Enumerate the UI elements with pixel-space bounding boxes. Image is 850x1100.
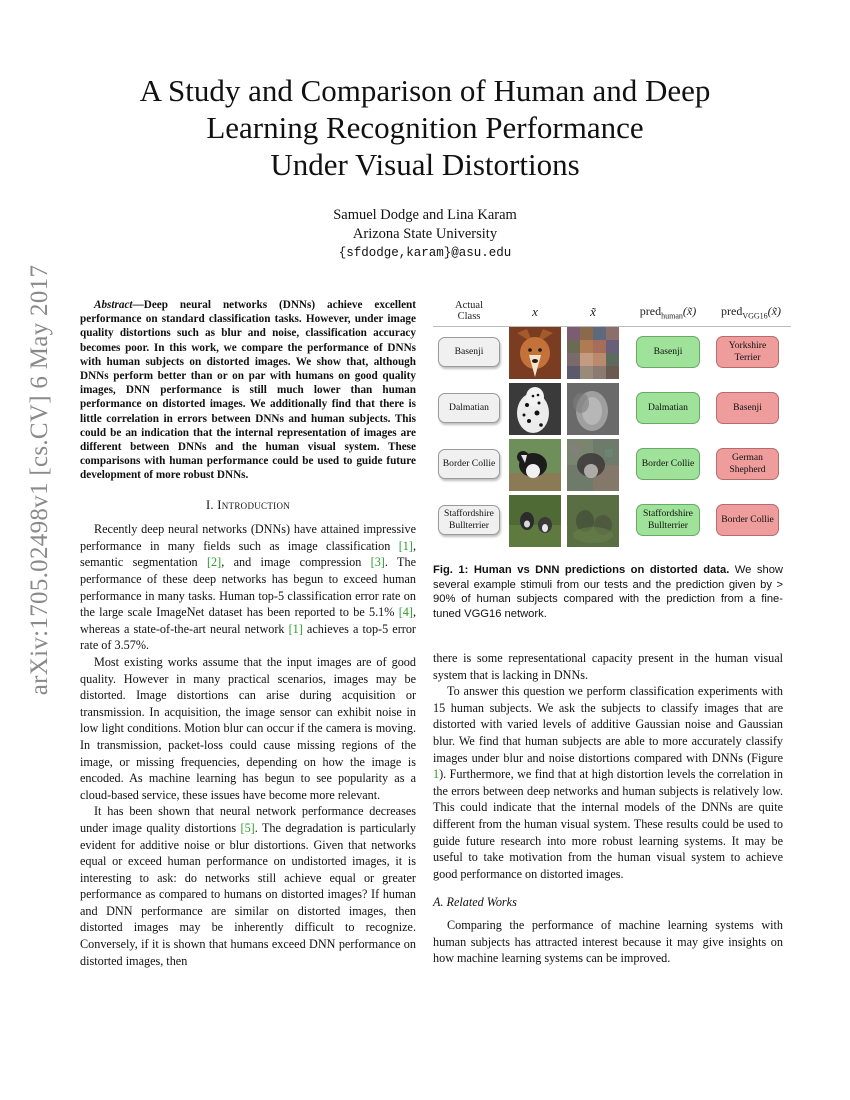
figure-1 [433, 298, 793, 560]
figure-ref-link[interactable]: 1 [433, 767, 440, 782]
intro-paragraph-3 [80, 803, 416, 969]
right-paragraph-1: there is some representational capacity present in the human visual system that is lacking in DNNs. [433, 651, 783, 682]
intro-paragraph-2: Most existing works assume that the input images are of good quality. However in many practical scenarios, images may be distorted. Image distortions can arise during acquisition or transmission. In acquisition, the image sensor can exhibit noise in low light conditions. Motion blur can occur if the camera is moving. In transmission, packet-loss could cause missing regions of the image, or missing frequencies, depending on how the image is encoded. As machine learning has begun to see popularity as a cloud-based service, these issues have become more relevant. [80, 654, 416, 802]
caption-label: Fig. 1: Human vs DNN predictions on distorted data. [433, 564, 730, 576]
citation-link[interactable]: [4] [398, 605, 413, 620]
header-text: pred [721, 304, 743, 318]
abstract-text: —Deep neural networks (DNNs) achieve excellent performance on standard classification tasks. However, under image quality distortions such as blur and noise, classification accuracy becomes poor. In this work, we compare the performance of DNNs with human subjects on distorted images. We show that, although DNNs perform better than or on par with humans on good quality images, DNN performance is still much lower than human performance on distorted images. We additionally find that there is little correlation in errors between DNNs and human subjects. This could be an indication that the internal representation of images are different between DNNs and the human visual system. These comparisons with human performance could be used to guide future development of more robust DNNs. [80, 299, 416, 482]
clean-image [509, 383, 561, 435]
clean-image [509, 495, 561, 547]
human-prediction-pill: Dalmatian [636, 392, 700, 424]
text-span: . The degradation is particularly evident for additive noise or blur distortions. Given that networks equal or exceed human performance on undistorted images, it is interesting to ask: do networks still achieve equal or greater performance as compared to humans on distorted images? If human and DNN performance are similar on distorted images, then distorted images may be inherently difficult to recognize. Conversely, if it is shown that humans exceed DNN performance on distorted images, then [80, 820, 417, 968]
caption-text: We show several example stimuli from our tests and the prediction given by > 90% of human subjects compared with the prediction from a fine-tuned VGG16 network. [433, 564, 783, 620]
distorted-image [567, 327, 619, 379]
author-block [0, 206, 850, 263]
human-prediction-pill: Basenji [636, 336, 700, 368]
header-x: x [532, 304, 538, 319]
arxiv-id: arXiv:1705.02498v1 [cs.CV] 6 May 2017 [26, 264, 53, 696]
clean-image [509, 327, 561, 379]
vgg-prediction-pill: German Shepherd [716, 448, 779, 480]
citation-link[interactable]: [1] [288, 621, 303, 636]
text-span: achieves a top-5 error rate of 3.57%. [80, 621, 416, 653]
actual-class-pill: Dalmatian [438, 393, 500, 423]
text-span: Recently deep neural networks (DNNs) have attained impressive performance in many fields such as image classification [80, 522, 416, 553]
affiliation: Arizona State University [352, 226, 498, 242]
distorted-image [567, 439, 619, 491]
human-prediction-pill: Staffordshire Bullterrier [636, 504, 700, 536]
vgg-prediction-pill: Yorkshire Terrier [716, 336, 779, 368]
text-span: , semantic segmentation [80, 538, 416, 570]
section-title: Introduction [217, 497, 291, 512]
header-text: (x̃) [682, 304, 697, 318]
section-number: I. [205, 497, 214, 512]
vgg-prediction-pill: Basenji [716, 392, 779, 424]
right-paragraph-2 [433, 683, 783, 882]
email: {sfdodge,karam}@asu.edu [338, 246, 512, 260]
text-span: , and image compression [221, 555, 371, 570]
citation-link[interactable]: [2] [207, 555, 222, 570]
header-x-tilde: x̃ [590, 304, 596, 319]
figure-caption [433, 563, 783, 621]
left-column [80, 298, 416, 969]
human-prediction-pill: Border Collie [636, 448, 700, 480]
header-text: Class [457, 311, 481, 322]
text-span: It has been shown that neural network performance decreases under image quality distortions [80, 804, 416, 835]
actual-class-pill: Basenji [438, 337, 500, 367]
figure-row [433, 494, 791, 548]
header-actual-class [439, 300, 499, 326]
abstract-label: Abstract [94, 299, 133, 311]
abstract [80, 298, 416, 483]
header-subscript: VGG16 [742, 311, 768, 321]
right-column [433, 650, 783, 967]
clean-image [509, 439, 561, 491]
figure-row [433, 438, 791, 492]
actual-class-pill: Staffordshire Bullterrier [438, 505, 500, 535]
text-span: . The performance of these deep networks has begun to exceed human performance in many tasks. Human top-5 classification error rate on the large scale ImageNet dataset has been reported to be 5.1% [80, 555, 416, 620]
text-span: To answer this question we perform classification experiments with 15 human subjects. We ask the subjects to classify images that are distorted with varied levels of additive Gaussian noise and Gaussian blur. We find that human subjects are able to more accurately classify images under blur and noise distortions compared with DNNs (Figure [433, 684, 783, 765]
citation-link[interactable]: [1] [398, 538, 413, 553]
header-subscript: human [661, 311, 683, 321]
text-span: ). Furthermore, we find that at high distortion levels the correlation in the errors between deep networks and human subjects is relatively low. This could indicate that the internal models of the DNNs are quite different from the human visual system. These results could be used to guide future research into more robust learning systems. It may be useful to take motivation from the human visual system to achieve good performance on distorted images. [433, 767, 783, 881]
title-line-1: A Study and Comparison of Human and Deep [139, 73, 711, 108]
header-text: Actual [455, 300, 483, 311]
authors: Samuel Dodge and Lina Karam [333, 207, 517, 223]
section-heading [80, 497, 416, 514]
distorted-image [567, 383, 619, 435]
header-text: pred [639, 304, 662, 318]
actual-class-pill: Border Collie [438, 449, 500, 479]
title-line-2: Learning Recognition Performance [206, 110, 644, 145]
vgg-prediction-pill: Border Collie [716, 504, 779, 536]
text-span: , whereas a state-of-the-art neural network [80, 605, 416, 636]
title-line-3: Under Visual Distortions [270, 147, 580, 182]
distorted-image [567, 495, 619, 547]
intro-paragraph-1 [80, 521, 416, 654]
paper-title [0, 72, 850, 183]
subsection-heading: A. Related Works [433, 895, 517, 910]
related-works-paragraph: Comparing the performance of machine learning systems with human subjects has attracted interest because it may give insights on how machine learning systems can be improved. [433, 917, 783, 966]
citation-link[interactable]: [5] [240, 820, 255, 835]
citation-link[interactable]: [3] [370, 555, 385, 570]
header-text: (x̃) [767, 304, 781, 318]
figure-row [433, 326, 791, 380]
figure-row [433, 382, 791, 436]
